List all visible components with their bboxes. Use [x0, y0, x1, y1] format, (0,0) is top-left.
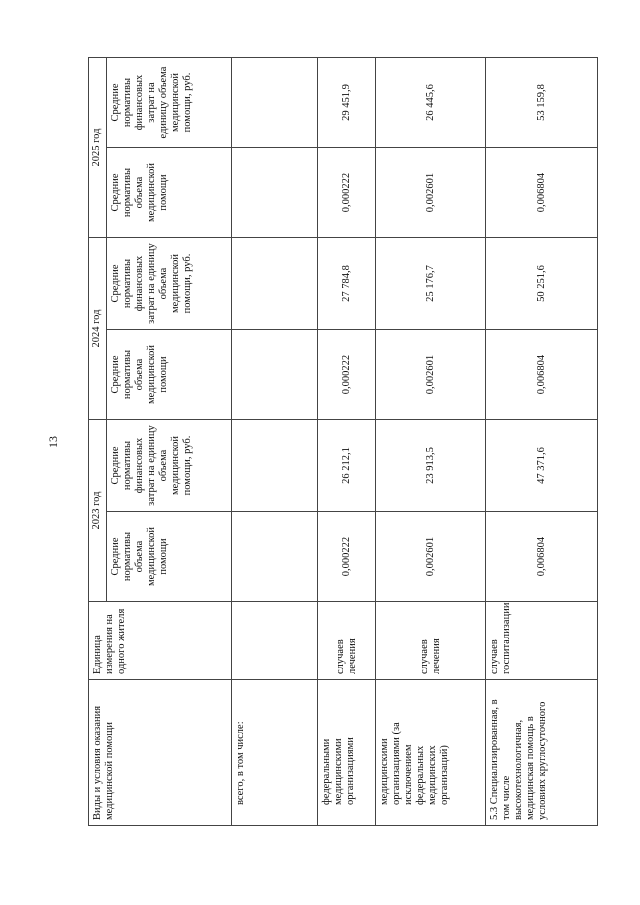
row-cost-2025: 29 451,9 — [318, 58, 376, 148]
row-cost-2024: 25 176,7 — [376, 238, 486, 330]
row-cost-2023 — [232, 420, 318, 512]
header-unit: Единица измерения на одного жителя — [89, 602, 232, 680]
row-volume-2023: 0,002601 — [376, 512, 486, 602]
norms-table — [88, 57, 598, 826]
header-cost-2023: Средние нормативы финансовых затрат на единицу объема медицинской помощи, руб. — [107, 420, 232, 512]
row-volume-2023: 0,006804 — [486, 512, 598, 602]
row-unit: случаев госпитализации — [486, 602, 598, 680]
header-cost-2024: Средние нормативы финансовых затрат на единицу объема медицинской помощи, руб. — [107, 238, 232, 330]
header-year-2024: 2024 год — [89, 238, 107, 420]
table-row — [486, 58, 598, 826]
row-volume-2023: 0,000222 — [318, 512, 376, 602]
row-volume-2023 — [232, 512, 318, 602]
header-year-2023: 2023 год — [89, 420, 107, 602]
row-volume-2024 — [232, 330, 318, 420]
header-volume-2024: Средние нормативы объема медицинской помощи — [107, 330, 232, 420]
rotated-table-container — [88, 58, 588, 826]
row-cost-2023: 23 913,5 — [376, 420, 486, 512]
row-type: федеральными медицинскими организациями — [318, 680, 376, 826]
header-year-2025: 2025 год — [89, 58, 107, 238]
row-cost-2023: 26 212,1 — [318, 420, 376, 512]
row-type: 5.3 Специализированная, в том числе высокотехнологичная, медицинская помощь в условиях круглосуточного — [486, 680, 598, 826]
row-unit — [232, 602, 318, 680]
row-cost-2023: 47 371,6 — [486, 420, 598, 512]
table-row — [376, 58, 486, 826]
header-cost-2025: Средние нормативы финансовых затрат на единицу объема медицинской помощи, руб. — [107, 58, 232, 148]
row-volume-2024: 0,002601 — [376, 330, 486, 420]
row-cost-2025: 53 159,8 — [486, 58, 598, 148]
row-type: медицинскими организациями (за исключением федеральных медицинских организаций) — [376, 680, 486, 826]
row-volume-2025 — [232, 148, 318, 238]
row-cost-2024: 50 251,6 — [486, 238, 598, 330]
page-number: 13 — [46, 436, 60, 448]
row-volume-2025: 0,002601 — [376, 148, 486, 238]
row-cost-2025: 26 445,6 — [376, 58, 486, 148]
header-volume-2023: Средние нормативы объема медицинской помощи — [107, 512, 232, 602]
row-type: всего, в том числе: — [232, 680, 318, 826]
row-volume-2024: 0,000222 — [318, 330, 376, 420]
row-volume-2025: 0,000222 — [318, 148, 376, 238]
row-unit: случаев лечения — [318, 602, 376, 680]
table-row — [318, 58, 376, 826]
header-type: Виды и условия оказания медицинской помощи — [89, 680, 232, 826]
row-cost-2024 — [232, 238, 318, 330]
table-row — [232, 58, 318, 826]
row-volume-2025: 0,006804 — [486, 148, 598, 238]
row-unit: случаев лечения — [376, 602, 486, 680]
row-cost-2025 — [232, 58, 318, 148]
header-volume-2025: Средние нормативы объема медицинской помощи — [107, 148, 232, 238]
row-volume-2024: 0,006804 — [486, 330, 598, 420]
row-cost-2024: 27 784,8 — [318, 238, 376, 330]
